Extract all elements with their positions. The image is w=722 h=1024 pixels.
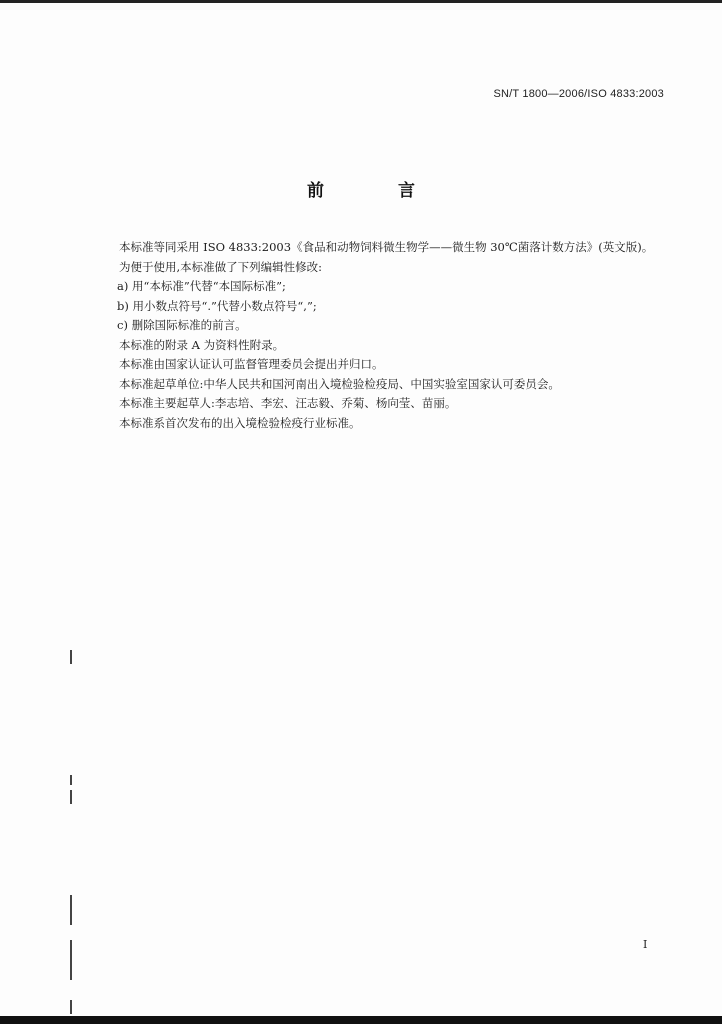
standard-code-header: SN/T 1800—2006/ISO 4833:2003 <box>493 88 664 100</box>
scan-mark <box>70 1000 72 1014</box>
scan-mark <box>70 790 72 804</box>
scan-binding-marks <box>70 640 72 1020</box>
foreword-body <box>107 238 667 433</box>
scan-bottom-edge <box>0 1016 722 1024</box>
scan-mark <box>70 650 72 664</box>
page-number: I <box>643 938 648 951</box>
list-item-c: c) 删除国际标准的前言。 <box>117 318 247 332</box>
scan-mark <box>70 775 72 785</box>
scan-mark <box>70 940 72 980</box>
list-item-b: b) 用小数点符号“.”代替小数点符号“,”; <box>117 298 317 313</box>
paragraph-first-release: 本标准系首次发布的出入境检验检疫行业标准。 <box>119 415 361 430</box>
paragraph-annex: 本标准的附录 A 为资料性附录。 <box>119 337 285 352</box>
paragraph-edits-intro: 为便于使用,本标准做了下列编辑性修改: <box>119 259 323 274</box>
paragraph-drafting-units: 本标准起草单位:中华人民共和国河南出入境检验检疫局、中国实验室国家认可委员会。 <box>119 376 560 391</box>
paragraph-drafters: 本标准主要起草人:李志培、李宏、汪志毅、乔菊、杨向莹、苗丽。 <box>119 396 457 410</box>
paragraph-adoption: 本标准等同采用 ISO 4833:2003《食品和动物饲料微生物学——微生物 30℃菌落计数方法》(英文版)。 <box>119 240 654 254</box>
scan-mark <box>70 895 72 925</box>
list-item-a: a) 用“本标准”代替“本国际标准”; <box>117 279 286 293</box>
paragraph-proposer: 本标准由国家认证认可监督管理委员会提出并归口。 <box>119 357 384 371</box>
scan-top-edge <box>0 0 722 3</box>
page-title: 前 言 <box>307 181 449 201</box>
